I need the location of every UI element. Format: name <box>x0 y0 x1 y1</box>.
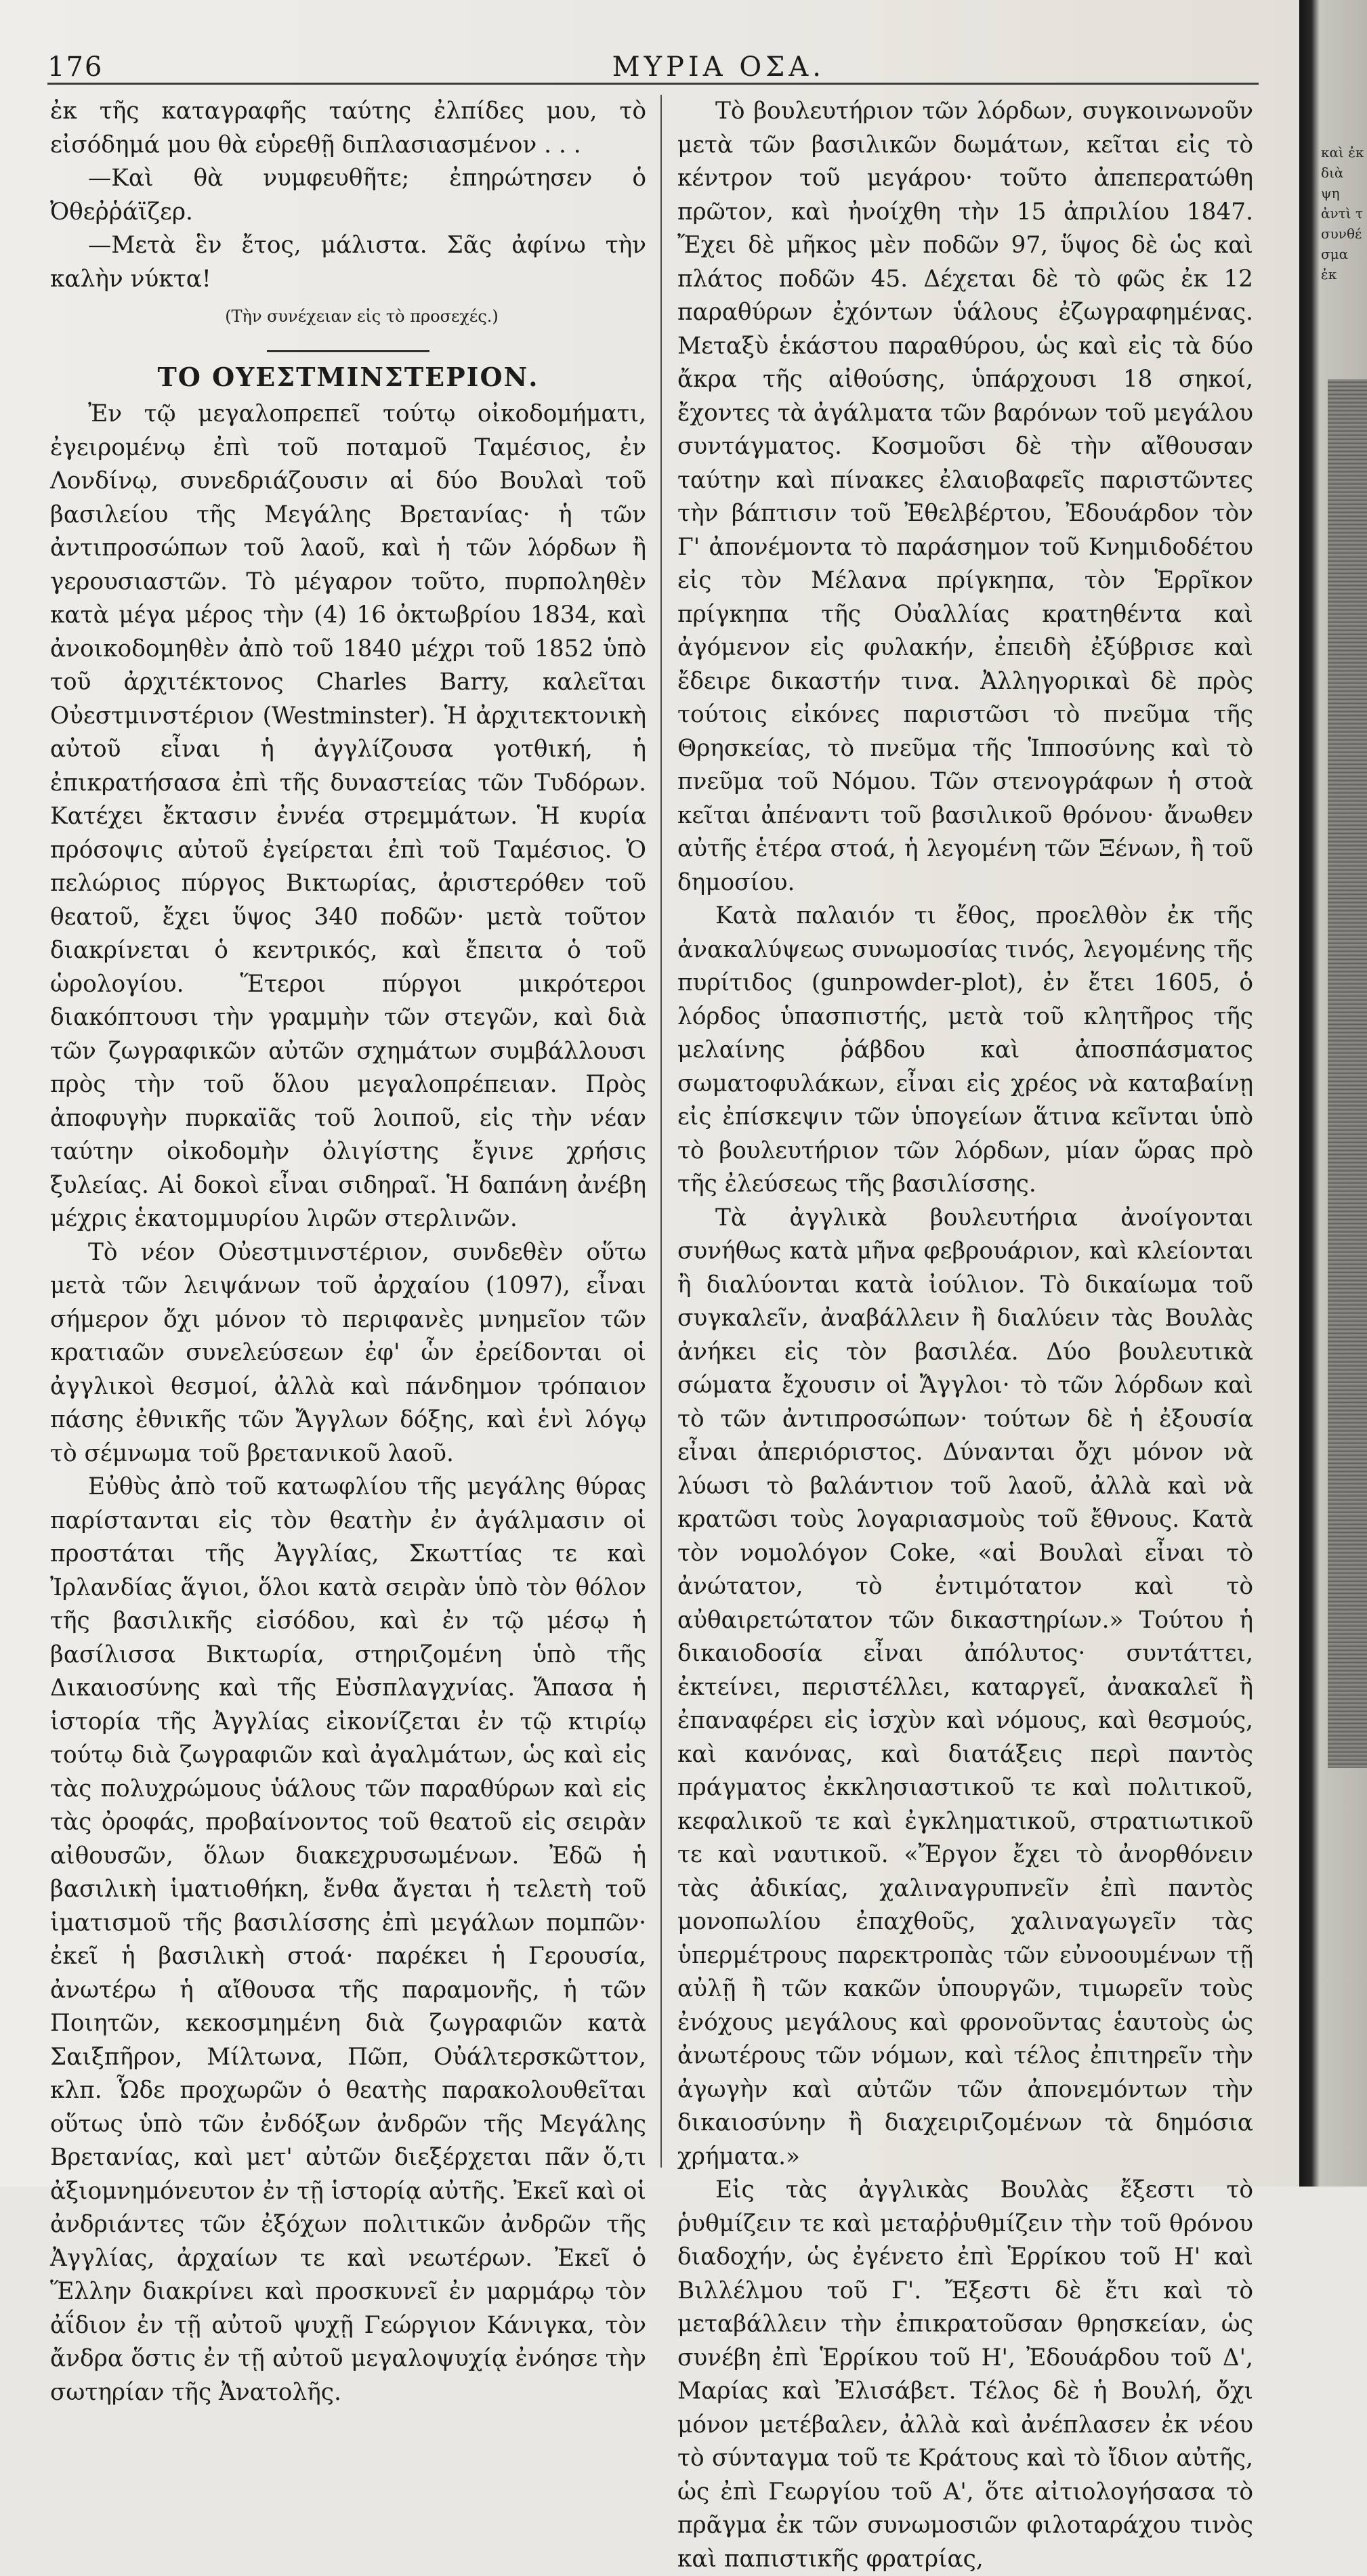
continued-note: (Τὴν συνέχειαν εἰς τὸ προσεχές.) <box>225 307 499 326</box>
running-title: ΜΥΡΙΑ ΟΣΑ. <box>612 51 825 83</box>
margin-fragment: διὰ ψη <box>1321 165 1344 201</box>
left-column <box>50 95 646 2406</box>
margin-fragment: ἀντὶ τ <box>1321 205 1363 221</box>
margin-fragment: σμα ἐκ <box>1321 246 1349 282</box>
margin-fragment: καὶ ἐκ <box>1321 144 1364 161</box>
adjacent-page-fragments <box>1321 142 1366 284</box>
page-header <box>47 15 1259 85</box>
page-number: 176 <box>47 51 104 83</box>
article-paragraph: Εἰς τὰς ἀγγλικὰς Βουλὰς ἔξεστι τὸ ῥυθμίζειν τε καὶ μεταῤῥυθμίζειν τὴν τοῦ θρόνου διαδοχήν, ὡς ἐγένετο ἐπὶ Ἑρρίκου τοῦ Η' καὶ Βιλλέλμου τοῦ Γ'. Ἔξεστι δὲ ἔτι καὶ τὸ μεταβάλλειν τὴν ἐπικρατοῦσαν θρησκείαν, ὡς συνέβη ἐπὶ Ἑρρίκου τοῦ Η', Ἐδουάρδου τοῦ Δ', Μαρίας καὶ Ἐλισάβετ. Τέλος δὲ ἡ Βουλή, ὄχι μόνον μετέβαλεν, ἀλλὰ καὶ ἀνέπλασεν ἐκ νέου τὸ σύνταγμα τοῦ τε Κράτους καὶ τὸ ἴδιον αὐτῆς, ὡς ἐπὶ Γεωργίου τοῦ Α', ὅτε αἰτιολογήσασα τὸ πρᾶγμα ἐκ τῶν συνωμοσιῶν φιλοταράχου τινὸς καὶ παπιστικῆς φρατρίας, <box>677 2176 1253 2573</box>
article-paragraph: Τὸ βουλευτήριον τῶν λόρδων, συγκοινωνοῦν μετὰ τῶν βασιλικῶν δωμάτων, κεῖται εἰς τὸ κέντρον τοῦ μεγάρου· τοῦτο ἀπεπερατώθη πρῶτον, καὶ ἠνοίχθη τὴν 15 ἀπριλίου 1847. Ἔχει δὲ μῆκος μὲν ποδῶν 97, ὕψος δὲ ὡς καὶ πλάτος ποδῶν 45. Δέχεται δὲ τὸ φῶς ἐκ 12 παραθύρων ἐχόντων ὑάλους ἐζωγραφημένας. Μεταξὺ ἑκάστου παραθύρου, ὡς καὶ εἰς τὰ δύο ἄκρα τῆς αἰθούσης, ὑπάρχουσι 18 σηκοί, ἔχοντες τὰ ἀγάλματα τῶν βαρόνων τοῦ μεγάλου συντάγματος. Κοσμοῦσι δὲ τὴν αἴθουσαν ταύτην καὶ πίνακες ἐλαιοβαφεῖς παριστῶντες τὴν βάπτισιν τοῦ Ἐθελβέρτου, Ἐδουάρδον τὸν Γ' ἀπονέμοντα τὸ παράσημον τοῦ Κνημιδοδέτου εἰς τὸν Μέλανα πρίγκηπα, τὸν Ἑρρῖκον πρίγκηπα τῆς Οὐαλλίας κρατηθέντα καὶ ἀγόμενον εἰς φυλακήν, ἐπειδὴ ἐξύβρισε καὶ ἔδειρε δικαστήν τινα. Ἀλληγορικαὶ δὲ πρὸς τούτοις εἰκόνες παριστῶσι τὸ πνεῦμα τῆς Θρησκείας, τὸ πνεῦμα τῆς Ἱπποσύνης καὶ τὸ πνεῦμα τοῦ Νόμου. Τῶν στενογράφων ἡ στοὰ κεῖται ἀπέναντι τοῦ βασιλικοῦ θρόνου· ἄνωθεν αὐτῆς ἑτέρα στοά, ἡ λεγομένη τῶν Ξένων, ἢ τοῦ δημοσίου. <box>677 98 1253 896</box>
article-paragraph: Κατὰ παλαιόν τι ἔθος, προελθὸν ἐκ τῆς ἀνακαλύψεως συνωμοσίας τινός, λεγομένης τῆς πυρίτιδος (gunpowder-plot), ἐν ἔτει 1605, ὁ λόρδος ὑπασπιστής, μετὰ τοῦ κλητῆρος τῆς μελαίνης ῥάβδου καὶ ἀποσπάσματος σωματοφυλάκων, εἶναι εἰς χρέος νὰ καταβαίνῃ εἰς ἐπίσκεψιν τῶν ὑπογείων ἅτινα κεῖνται ὑπὸ τὸ βουλευτήριον τῶν λόρδων, μίαν ὥρας πρὸ τῆς ἐλεύσεως τῆς βασιλίσσης. <box>677 902 1253 1198</box>
article-paragraph: Τὰ ἀγγλικὰ βουλευτήρια ἀνοίγονται συνήθως κατὰ μῆνα φεβρουάριον, καὶ κλείονται ἢ διαλύονται κατὰ ἰούλιον. Τὸ δικαίωμα τοῦ συγκαλεῖν, ἀναβάλλειν ἢ διαλύειν τὰς Βουλὰς ἀνήκει εἰς τὸν βασιλέα. Δύο βουλευτικὰ σώματα ἔχουσιν οἱ Ἄγγλοι· τὸ τῶν λόρδων καὶ τὸ τῶν ἀντιπροσώπων· τούτων δὲ ἡ ἐξουσία εἶναι ἀπεριόριστος. Δύνανται ὄχι μόνον νὰ λύωσι τὸ βαλάντιον τοῦ λαοῦ, ἀλλὰ καὶ νὰ κρατῶσι τοὺς λογαριασμοὺς τοῦ ἔθνους. Κατὰ τὸν νομολόγον Coke, «αἱ Βουλαὶ εἶναι τὸ ἀνώτατον, τὸ ἐντιμότατον καὶ τὸ αὐθαιρετώτατον τῶν δικαστηρίων.» Τούτου ἡ δικαιοδοσία εἶναι ἀπόλυτος· συντάττει, ἐκτείνει, περιστέλλει, καταργεῖ, ἀνακαλεῖ ἢ ἐπαναφέρει εἰς ἰσχὺν καὶ νόμους, καὶ θεσμούς, καὶ κανόνας, καὶ διατάξεις περὶ παντὸς πράγματος ἐκκλησιαστικοῦ τε καὶ πολιτικοῦ, κεφαλικοῦ τε καὶ ἐγκληματικοῦ, στρατιωτικοῦ τε καὶ ναυτικοῦ. «Ἔργον ἔχει τὸ ἀνορθόνειν τὰς ἀδικίας, χαλιναγρυπνεῖν ἐπὶ παντὸς μονοπωλίου ἐπαχθοῦς, χαλιναγωγεῖν τὰς ὑπερμέτρους παρεκτροπὰς τῶν εὐνοουμένων τῇ αὐλῇ ἢ τῶν κακῶν ὑπουργῶν, τιμωρεῖν τοὺς ἐνόχους μεγάλους καὶ φρονοῦντας ἑαυτοὺς ὡς ἀνωτέρους τῶν νόμων, καὶ τέλος ἐπιτηρεῖν τὴν ἀγωγὴν καὶ αὐτῶν τῶν ἀπονεμόντων τὴν δικαιοσύνην ἢ διαχειριζομένων τὰ δημόσια χρήματα.» <box>677 1204 1253 2170</box>
article-paragraph: Εὐθὺς ἀπὸ τοῦ κατωφλίου τῆς μεγάλης θύρας παρίστανται εἰς τὸν θεατὴν ἐν ἀγάλμασιν οἱ προστάται τῆς Ἀγγλίας, Σκωττίας τε καὶ Ἰρλανδίας ἅγιοι, ὅλοι κατὰ σειρὰν ὑπὸ τὸν θόλον τῆς βασιλικῆς εἰσόδου, καὶ ἐν τῷ μέσῳ ἡ βασίλισσα Βικτωρία, στηριζομένη ὑπὸ τῆς Δικαιοσύνης καὶ τῆς Εὐσπλαγχνίας. Ἅπασα ἡ ἱστορία τῆς Ἀγγλίας εἰκονίζεται ἐν τῷ κτιρίῳ τούτῳ διὰ ζωγραφιῶν καὶ ἀγαλμάτων, ὡς καὶ εἰς τὰς πολυχρώμους ὑάλους τῶν παραθύρων καὶ εἰς τὰς ὀροφάς, προβαίνοντος τοῦ θεατοῦ εἰς σειρὰν αἰθουσῶν, ὅλων διακεχρυσωμένων. Ἐδῶ ἡ βασιλικὴ ἱματιοθήκη, ἔνθα ἄγεται ἡ τελετὴ τοῦ ἱματισμοῦ τῆς βασιλίσσης ἐπὶ μεγάλων πομπῶν· ἐκεῖ ἡ βασιλικὴ στοά· παρέκει ἡ Γερουσία, ἀνωτέρω ἡ αἴθουσα τῆς παραμονῆς, ἡ τῶν Ποιητῶν, κεκοσμημένη διὰ ζωγραφιῶν κατὰ Σαιξπῆρον, Μίλτωνα, Πῶπ, Οὐάλτερσκῶττον, κλπ. Ὧδε προχωρῶν ὁ θεατὴς παρακολουθεῖται οὕτως ὑπὸ τῶν ἐνδόξων ἀνδρῶν τῆς Μεγάλης Βρετανίας, καὶ μετ' αὐτῶν διεξέρχεται πᾶν ὅ,τι ἀξιομνημόνευτον ἐν τῇ ἱστορίᾳ αὐτῆς. Ἐκεῖ καὶ οἱ ἀνδριάντες τῶν ἐξόχων πολιτικῶν ἀνδρῶν τῆς Ἀγγλίας, ἀρχαίων τε καὶ νεωτέρων. Ἐκεῖ ὁ Ἕλλην διακρίνει καὶ προσκυνεῖ ἐν μαρμάρῳ τὸν ἀΐδιον ἐν τῇ αὐτοῦ ψυχῇ Γεώργιον Κάνιγκα, τὸν ἄνδρα ὅστις ἐν τῇ αὐτοῦ μεγαλοψυχίᾳ ἐνόησε τὴν σωτηρίαν τῆς Ἀνατολῆς. <box>50 1473 646 2406</box>
dialogue-line: —Καὶ θὰ νυμφευθῆτε; ἐπηρώτησεν ὁ Ὀθεῤῥάϊζερ. <box>50 165 646 226</box>
section-divider <box>267 350 429 352</box>
right-column <box>677 95 1253 2573</box>
dialogue-line: —Μετὰ ἓν ἔτος, μάλιστα. Σᾶς ἀφίνω τὴν καλὴν νύκτα! <box>50 232 646 293</box>
margin-fragment: συνθέ <box>1321 226 1362 242</box>
adjacent-engraving-image <box>1328 379 1367 1768</box>
article-paragraph: Ἐν τῷ μεγαλοπρεπεῖ τούτῳ οἰκοδομήματι, ἐγειρομένῳ ἐπὶ τοῦ ποταμοῦ Ταμέσιος, ἐν Λονδίνῳ, συνεδριάζουσιν αἱ δύο Βουλαὶ τοῦ βασιλείου τῆς Μεγάλης Βρετανίας· ἡ τῶν ἀντιπροσώπων τοῦ λαοῦ, καὶ ἡ τῶν λόρδων ἢ γερουσιαστῶν. Τὸ μέγαρον τοῦτο, πυρποληθὲν κατὰ μέγα μέρος τὴν (4) 16 ὀκτωβρίου 1834, καὶ ἀνοικοδομηθὲν ἀπὸ τοῦ 1840 μέχρι τοῦ 1852 ὑπὸ τοῦ ἀρχιτέκτονος Charles Barry, καλεῖται Οὐεστμινστέριον (Westminster). Ἡ ἀρχιτεκτονικὴ αὐτοῦ εἶναι ἡ ἀγγλίζουσα γοτθική, ἡ ἐπικρατήσασα ἐπὶ τῆς δυναστείας τῶν Τυδόρων. Κατέχει ἔκτασιν ἐννέα στρεμμάτων. Ἡ κυρία πρόσοψις αὐτοῦ ἐγείρεται ἐπὶ τοῦ Ταμέσιος. Ὁ πελώριος πύργος Βικτωρίας, ἀριστερόθεν τοῦ θεατοῦ, ἔχει ὕψος 340 ποδῶν· μετὰ τοῦτον διακρίνεται ὁ κεντρικός, καὶ ἔπειτα ὁ τοῦ ὡρολογίου. Ἕτεροι πύργοι μικρότεροι διακόπτουσι τὴν γραμμὴν τῶν στεγῶν, καὶ διὰ τῶν ζωγραφικῶν αὐτῶν σχημάτων συμβάλλουσι πρὸς τὴν τοῦ ὅλου μεγαλοπρέπειαν. Πρὸς ἀποφυγὴν πυρκαϊᾶς τοῦ λοιποῦ, εἰς τὴν νέαν ταύτην οἰκοδομὴν ὀλιγίστης ἔγινε χρήσις ξυλείας. Αἱ δοκοὶ εἶναι σιδηραῖ. Ἡ δαπάνη ἀνέβη μέχρις ἑκατομμυρίου λιρῶν στερλινῶν. <box>50 400 646 1232</box>
column-rule <box>660 95 662 2168</box>
section-title: ΤΟ ΟΥΕΣΤΜΙΝΣΤΕΡΙΟΝ. <box>157 361 539 392</box>
intro-paragraph: ἐκ τῆς καταγραφῆς ταύτης ἐλπίδες μου, τὸ εἰσόδημά μου θὰ εὑρεθῇ διπλασιασμένον . . . <box>50 98 646 159</box>
article-paragraph: Τὸ νέον Οὐεστμινστέριον, συνδεθὲν οὕτω μετὰ τῶν λειψάνων τοῦ ἀρχαίου (1097), εἶναι σήμερον ὄχι μόνον τὸ περιφανὲς μνημεῖον τῶν κρατιαῶν συνελεύσεων ἐφ' ὧν ἐρείδονται οἱ ἀγγλικοὶ θεσμοί, ἀλλὰ καὶ πάνδημον τρόπαιον πάσης ἐθνικῆς τῶν Ἄγγλων δόξης, καὶ ἑνὶ λόγῳ τὸ σέμνωμα τοῦ βρετανικοῦ λαοῦ. <box>50 1238 646 1467</box>
